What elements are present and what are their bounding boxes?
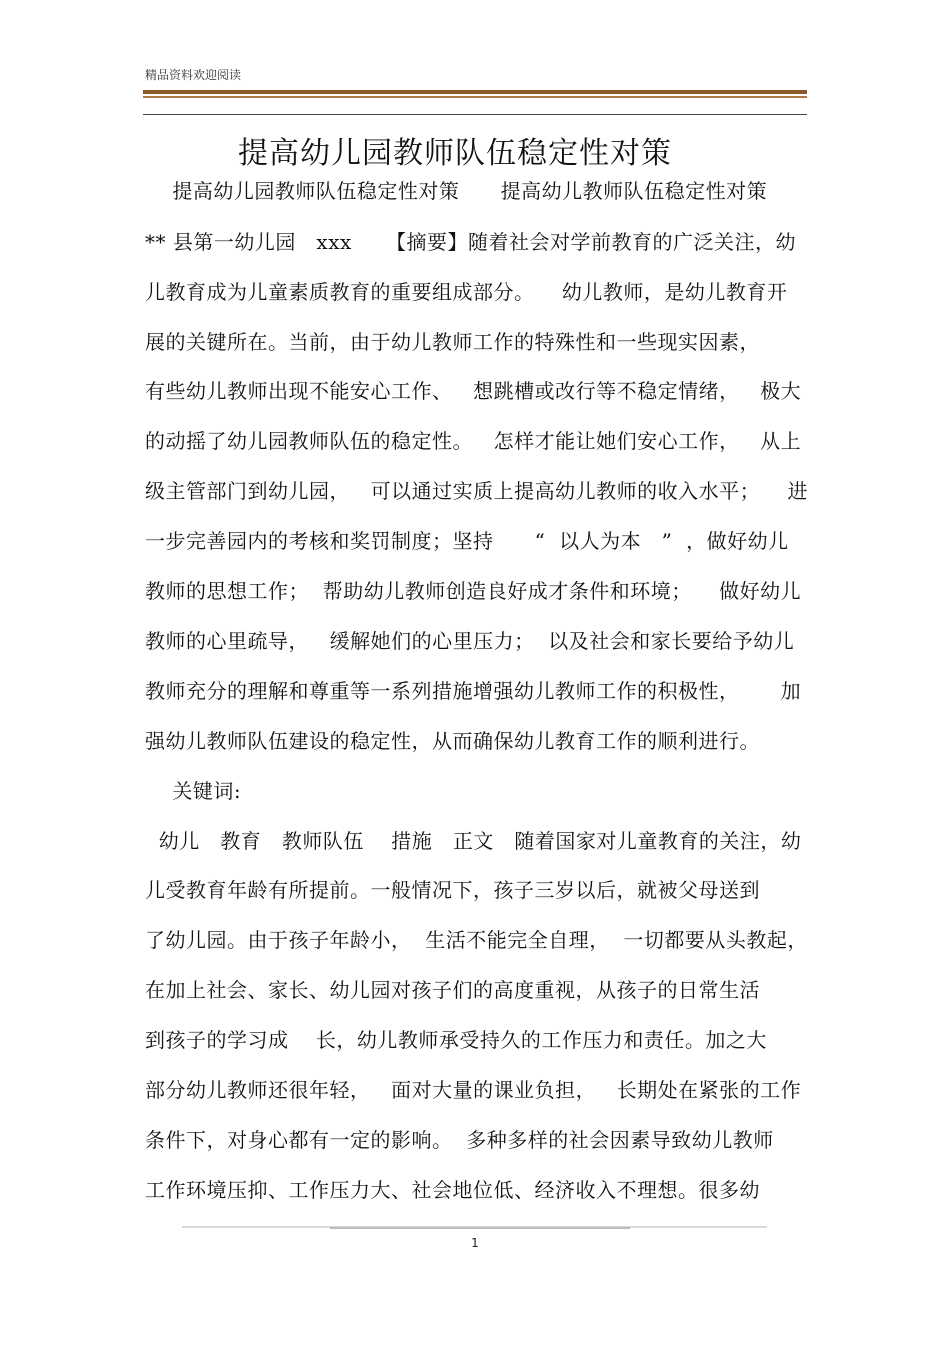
body-line-12: 强幼儿教师队伍建设的稳定性，从而确保幼儿教育工作的顺利进行。 [145,729,760,753]
header-rule-mid [143,96,807,98]
body-line-9: 教师的思想工作； 帮助幼儿教师创造良好成才条件和环境； 做好幼儿 [145,579,802,603]
body-line-11: 教师充分的理解和尊重等一系列措施增强幼儿教师工作的积极性， 加 [145,679,802,703]
body-line-19: 部分幼儿教师还很年轻， 面对大量的课业负担， 长期处在紧张的工作 [145,1078,802,1102]
body-line-10: 教师的心里疏导， 缓解她们的心里压力； 以及社会和家长要给予幼儿 [145,629,795,653]
body-line-20: 条件下，对身心都有一定的影响。 多种多样的社会因素导致幼儿教师 [145,1128,774,1152]
body-line-6: 的动摇了幼儿园教师队伍的稳定性。 怎样才能让她们安心工作， 从上 [145,429,802,453]
body-line-16: 了幼儿园。由于孩子年龄小， 生活不能完全自理， 一切都要从头教起， [145,928,808,952]
page-number: 1 [471,1236,479,1250]
body-line-14: 幼儿 教育 教师队伍 措施 正文 随着国家对儿童教育的关注，幼 [145,829,802,853]
footer-rule-accent [330,1227,630,1229]
body-line-3: 儿教育成为儿童素质教育的重要组成部分。 幼儿教师，是幼儿教育开 [145,280,788,304]
body-line-4: 展的关键所在。当前，由于幼儿教师工作的特殊性和一些现实因素， [145,330,760,354]
header-rule-thick [143,90,807,94]
body-line-2: ** 县第一幼儿园 xxx 【摘要】随着社会对学前教育的广泛关注，幼 [145,230,797,254]
body-line-1: 提高幼儿园教师队伍稳定性对策 提高幼儿教师队伍稳定性对策 [145,179,768,203]
body-line-21: 工作环境压抑、工作压力大、社会地位低、经济收入不理想。很多幼 [145,1178,760,1202]
document-title: 提高幼儿园教师队伍稳定性对策 [238,136,672,171]
header-text: 精品资料欢迎阅读 [145,68,242,82]
body-line-17: 在加上社会、家长、幼儿园对孩子们的高度重视，从孩子的日常生活 [145,978,760,1002]
body-line-8: 一步完善园内的考核和奖罚制度；坚持 “ 以人为本 ” ，做好幼儿 [145,529,789,553]
body-line-5: 有些幼儿教师出现不能安心工作、 想跳槽或改行等不稳定情绪， 极大 [145,379,802,403]
body-line-18: 到孩子的学习成 长，幼儿教师承受持久的工作压力和责任。加之大 [145,1028,767,1052]
body-line-7: 级主管部门到幼儿园， 可以通过实质上提高幼儿教师的收入水平； 进 [145,479,809,503]
header-rule-thin [143,114,807,115]
body-line-15: 儿受教育年龄有所提前。一般情况下，孩子三岁以后，就被父母送到 [145,878,760,902]
keywords-heading: 关键词: [145,779,242,803]
